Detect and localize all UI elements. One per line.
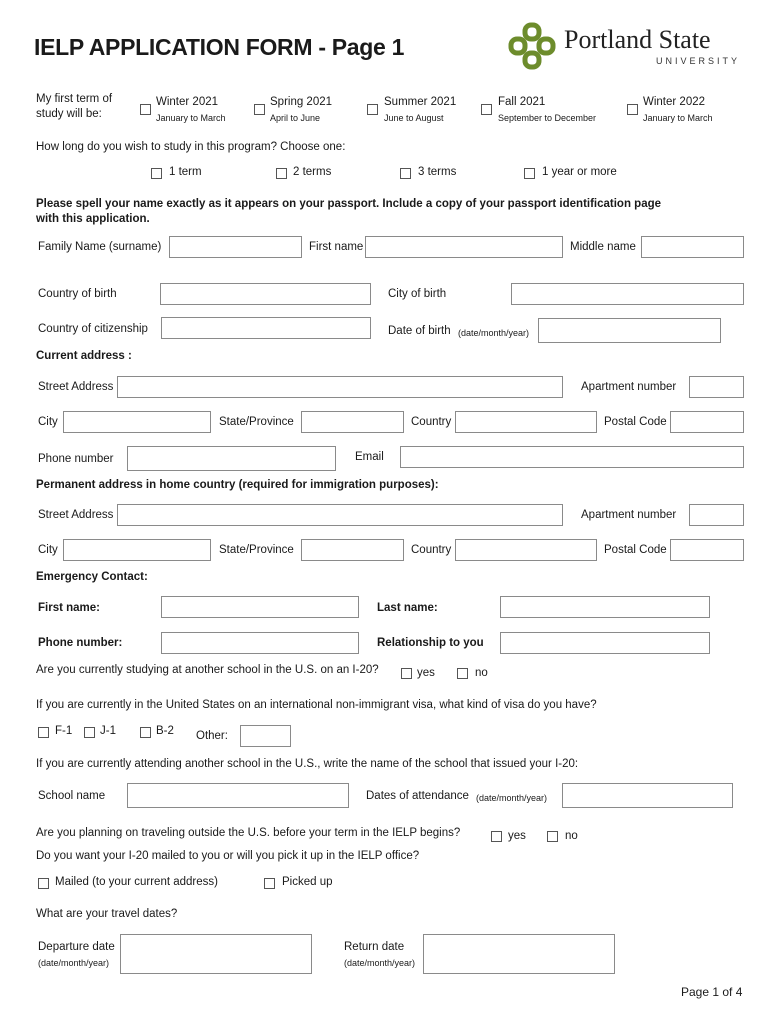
duration-1-term-checkbox[interactable] <box>151 168 162 179</box>
visa-other-field[interactable] <box>240 725 291 747</box>
current-country-field[interactable] <box>455 411 597 433</box>
first-name-label: First name <box>309 241 364 253</box>
option-sublabel: January to March <box>643 113 713 123</box>
picked-up-label: Picked up <box>282 876 333 888</box>
phone-field[interactable] <box>127 446 336 471</box>
school-question: If you are currently attending another school in the U.S., write the name of the school that issued your I-20: <box>36 758 579 770</box>
permanent-street-field[interactable] <box>117 504 563 526</box>
postal-code-label: Postal Code <box>604 544 667 556</box>
first-name-field[interactable] <box>365 236 563 258</box>
state-label: State/Province <box>219 544 294 556</box>
option-label: Summer 2021 <box>384 96 457 108</box>
permanent-country-field[interactable] <box>455 539 597 561</box>
date-of-birth-label: Date of birth <box>388 325 451 337</box>
date-format-hint: (date/month/year) <box>476 793 548 803</box>
middle-name-field[interactable] <box>641 236 744 258</box>
dates-of-attendance-field[interactable] <box>562 783 733 808</box>
option-label: Fall 2021 <box>498 96 546 108</box>
i20-no-checkbox[interactable] <box>457 668 468 679</box>
travel-question: Are you planning on traveling outside the U.S. before your term in the IELP begins? <box>36 827 461 839</box>
passport-note-2: with this application. <box>36 213 150 225</box>
emergency-first-name-field[interactable] <box>161 596 359 618</box>
duration-3-terms-checkbox[interactable] <box>400 168 411 179</box>
emergency-phone-field[interactable] <box>161 632 359 654</box>
postal-code-label: Postal Code <box>604 416 667 428</box>
middle-name-label: Middle name <box>570 241 636 253</box>
current-state-field[interactable] <box>301 411 404 433</box>
state-label: State/Province <box>219 416 294 428</box>
visa-other-label: Other: <box>196 730 228 742</box>
permanent-apartment-field[interactable] <box>689 504 744 526</box>
option-sublabel: June to August <box>384 113 444 123</box>
i20-question: Are you currently studying at another school in the U.S. on an I-20? <box>36 664 379 676</box>
date-format-hint: (date/month/year) <box>458 328 530 338</box>
visa-b2-label: B-2 <box>156 725 174 737</box>
date-format-hint: (date/month/year) <box>344 958 416 968</box>
visa-f1-label: F-1 <box>55 725 73 737</box>
phone-label: Phone number <box>38 453 114 465</box>
visa-question: If you are currently in the United States on an international non-immigrant visa, what kind of visa do you have? <box>36 699 597 711</box>
country-of-birth-label: Country of birth <box>38 288 117 300</box>
relationship-label: Relationship to you <box>377 637 484 649</box>
current-apartment-field[interactable] <box>689 376 744 398</box>
i20-mail-question: Do you want your I-20 mailed to you or will you pick it up in the IELP office? <box>36 850 420 862</box>
option-label: Spring 2021 <box>270 96 333 108</box>
term-label-2: study will be: <box>36 108 102 120</box>
fall-2021-checkbox[interactable] <box>481 104 492 115</box>
city-of-birth-label: City of birth <box>388 288 447 300</box>
page-title: IELP APPLICATION FORM - Page 1 <box>34 34 405 60</box>
street-address-label: Street Address <box>38 509 114 521</box>
permanent-city-field[interactable] <box>63 539 211 561</box>
mailed-label: Mailed (to your current address) <box>55 876 218 888</box>
option-sublabel: September to December <box>498 113 597 123</box>
visa-j1-checkbox[interactable] <box>84 727 95 738</box>
option-sublabel: January to March <box>156 113 226 123</box>
departure-date-field[interactable] <box>120 934 312 974</box>
winter-2022-checkbox[interactable] <box>627 104 638 115</box>
page-number: Page 1 of 4 <box>681 985 743 999</box>
current-address-heading: Current address : <box>36 350 132 362</box>
winter-2021-checkbox[interactable] <box>140 104 151 115</box>
email-label: Email <box>355 451 384 463</box>
travel-no-checkbox[interactable] <box>547 831 558 842</box>
no-label: no <box>565 830 578 842</box>
duration-1-year-checkbox[interactable] <box>524 168 535 179</box>
visa-f1-checkbox[interactable] <box>38 727 49 738</box>
picked-up-checkbox[interactable] <box>264 878 275 889</box>
country-label: Country <box>411 416 452 428</box>
country-label: Country <box>411 544 452 556</box>
school-name-label: School name <box>38 790 106 802</box>
yes-label: yes <box>417 667 435 679</box>
school-name-field[interactable] <box>127 783 349 808</box>
emergency-heading: Emergency Contact: <box>36 571 148 583</box>
option-label: 1 term <box>169 166 202 178</box>
permanent-postal-field[interactable] <box>670 539 744 561</box>
citizenship-label: Country of citizenship <box>38 323 148 335</box>
emergency-phone-label: Phone number: <box>38 637 123 649</box>
term-label: My first term of <box>36 93 113 105</box>
street-address-label: Street Address <box>38 381 114 393</box>
logo-name: Portland State <box>564 25 711 54</box>
psu-logo-icon <box>508 22 556 70</box>
no-label: no <box>475 667 488 679</box>
family-name-field[interactable] <box>169 236 302 258</box>
travel-dates-question: What are your travel dates? <box>36 908 178 920</box>
logo-subtitle: UNIVERSITY <box>656 56 741 66</box>
city-label: City <box>38 544 58 556</box>
visa-b2-checkbox[interactable] <box>140 727 151 738</box>
visa-j1-label: J-1 <box>100 725 116 737</box>
summer-2021-checkbox[interactable] <box>367 104 378 115</box>
option-label: 2 terms <box>293 166 332 178</box>
option-label: 3 terms <box>418 166 457 178</box>
current-city-field[interactable] <box>63 411 211 433</box>
date-of-birth-field[interactable] <box>538 318 721 343</box>
permanent-address-heading: Permanent address in home country (required for immigration purposes): <box>36 479 439 491</box>
current-postal-field[interactable] <box>670 411 744 433</box>
city-label: City <box>38 416 58 428</box>
country-of-birth-field[interactable] <box>160 283 371 305</box>
emergency-first-name-label: First name: <box>38 602 100 614</box>
emergency-last-name-field[interactable] <box>500 596 710 618</box>
return-date-label: Return date <box>344 941 405 953</box>
emergency-last-name-label: Last name: <box>377 602 438 614</box>
email-field[interactable] <box>400 446 744 468</box>
option-sublabel: April to June <box>270 113 321 123</box>
travel-yes-checkbox[interactable] <box>491 831 502 842</box>
family-name-label: Family Name (surname) <box>38 241 162 253</box>
duration-question: How long do you wish to study in this program? Choose one: <box>36 141 346 153</box>
duration-2-terms-checkbox[interactable] <box>276 168 287 179</box>
i20-yes-checkbox[interactable] <box>401 668 412 679</box>
option-label: 1 year or more <box>542 166 617 178</box>
city-of-birth-field[interactable] <box>511 283 744 305</box>
current-street-field[interactable] <box>117 376 563 398</box>
university-logo <box>508 22 748 72</box>
passport-note: Please spell your name exactly as it appears on your passport. Include a copy of your passport identification page <box>36 198 662 210</box>
mailed-checkbox[interactable] <box>38 878 49 889</box>
apartment-label: Apartment number <box>581 509 677 521</box>
spring-2021-checkbox[interactable] <box>254 104 265 115</box>
permanent-state-field[interactable] <box>301 539 404 561</box>
option-label: Winter 2022 <box>643 96 706 108</box>
option-label: Winter 2021 <box>156 96 219 108</box>
return-date-field[interactable] <box>423 934 615 974</box>
date-format-hint: (date/month/year) <box>38 958 110 968</box>
departure-date-label: Departure date <box>38 941 115 953</box>
citizenship-field[interactable] <box>161 317 371 339</box>
relationship-field[interactable] <box>500 632 710 654</box>
yes-label: yes <box>508 830 526 842</box>
apartment-label: Apartment number <box>581 381 677 393</box>
dates-of-attendance-label: Dates of attendance <box>366 790 469 802</box>
